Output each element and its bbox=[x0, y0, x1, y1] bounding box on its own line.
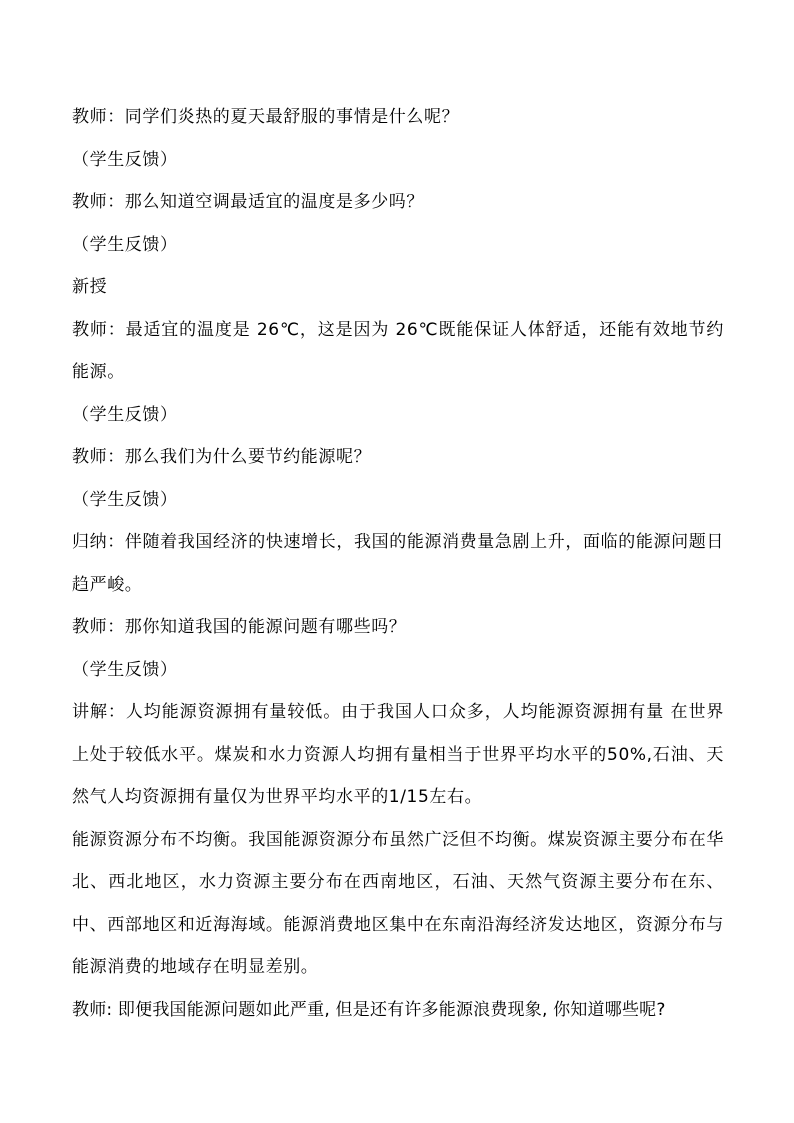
paragraph-new-lesson-heading: 新授 bbox=[72, 277, 108, 297]
paragraph-student-feedback: （学生反馈） bbox=[72, 234, 178, 255]
paragraph-student-feedback: （学生反馈） bbox=[72, 149, 178, 170]
paragraph-explanation-per-capita: 讲解：人均能源资源拥有量较低。由于我国人口众多，人均能源资源拥有量 在世界上处于较低水平。煤炭和水力资源人均拥有量相当于世界平均水平的50%,石油、天然气人均资源拥有量仅为世界平均水平的1/15左右。 bbox=[72, 702, 724, 807]
paragraph-teacher-optimal-temperature: 教师：最适宜的温度是 26℃，这是因为 26℃既能保证人体舒适，还能有效地节约能源。 bbox=[72, 319, 724, 382]
paragraph-student-feedback: （学生反馈） bbox=[72, 659, 178, 680]
document-page bbox=[72, 96, 724, 1031]
paragraph-student-feedback: （学生反馈） bbox=[72, 404, 178, 425]
paragraph-teacher-energy-waste: 教师: 即便我国能源问题如此严重, 但是还有许多能源浪费现象, 你知道哪些呢? bbox=[72, 999, 666, 1020]
paragraph-summary-energy-growth: 归纳：伴随着我国经济的快速增长，我国的能源消费量急剧上升，面临的能源问题日趋严峻。 bbox=[72, 532, 724, 595]
paragraph-teacher-question-ac-temperature: 教师：那么知道空调最适宜的温度是多少吗？ bbox=[72, 192, 424, 212]
paragraph-uneven-distribution: 能源资源分布不均衡。我国能源资源分布虽然广泛但不均衡。煤炭资源主要分布在华北、西北地区，水力资源主要分布在西南地区，石油、天然气资源主要分布在东、中、西部地区和近海海域。能源消费地区集中在东南沿海经济发达地区，资源分布与能源消费的地域存在明显差别。 bbox=[72, 829, 724, 977]
paragraph-teacher-why-save-energy: 教师：那么我们为什么要节约能源呢？ bbox=[72, 447, 372, 467]
paragraph-student-feedback: （学生反馈） bbox=[72, 489, 178, 510]
paragraph-teacher-energy-problems: 教师：那你知道我国的能源问题有哪些吗？ bbox=[72, 617, 407, 637]
paragraph-teacher-question-summer: 教师：同学们炎热的夏天最舒服的事情是什么呢？ bbox=[72, 107, 460, 127]
